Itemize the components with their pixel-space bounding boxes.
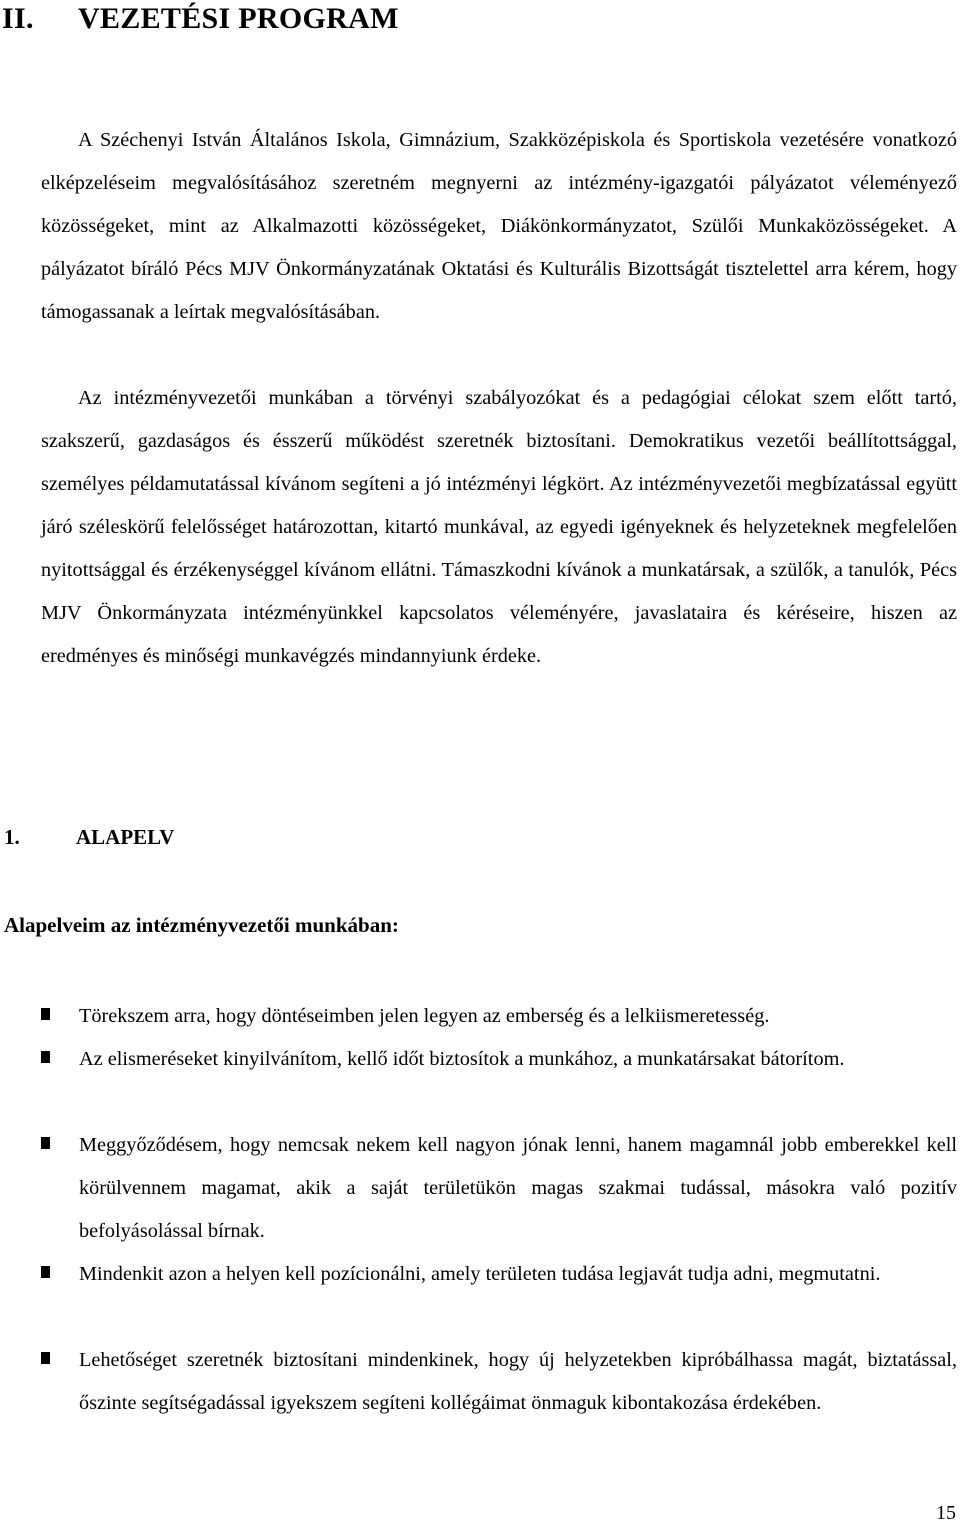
square-bullet-icon <box>41 1352 50 1364</box>
section-heading <box>4 825 174 850</box>
square-bullet-icon <box>41 1137 50 1149</box>
list-item-text: Mindenkit azon a helyen kell pozícionálni, amely területen tudása legjavát tudja adni, megmutatni. <box>79 1263 881 1285</box>
page-number: 15 <box>936 1502 956 1524</box>
chapter-number: II. <box>2 2 34 35</box>
intro-paragraph-1: A Széchenyi István Általános Iskola, Gimnázium, Szakközépiskola és Sportiskola vezetésére vonatkozó elképzeléseim megvalósításához szeretném megnyerni az intézmény-igazgatói pályázatot véleményező közösségeket, mint az Alkalmazotti közösségeket, Diákönkormányzatot, Szülői Munkaközösségeket. A pályázatot bíráló Pécs MJV Önkormányzatának Oktatási és Kulturális Bizottságát tisztelettel arra kérem, hogy támogassanak a leírtak megvalósításában. <box>41 129 957 323</box>
list-item-text: Meggyőződésem, hogy nemcsak nekem kell nagyon jónak lenni, hanem magamnál jobb emberekkel kell körülvennem magamat, akik a saját területükön magas szakmai tudással, másokra való pozitív befolyásolással bírnak. <box>79 1134 957 1242</box>
list-item-text: Törekszem arra, hogy döntéseimben jelen legyen az emberség és a lelkiismeretesség. <box>79 1005 770 1027</box>
intro-paragraph-2: Az intézményvezetői munkában a törvényi szabályozókat és a pedagógiai célokat szem előtt tartó, szakszerű, gazdaságos és ésszerű működést szeretnék biztosítani. Demokratikus vezetői beállítottsággal, személyes példamutatással kívánom segíteni a jó intézményi légkört. Az intézményvezetői megbízatással együtt járó széleskörű felelősséget határozottan, kitartó munkával, az egyedi igényeknek és helyzeteknek megfelelően nyitottsággal és érzékenységgel kívánom ellátni. Támaszkodni kívánok a munkatársak, a szülők, a tanulók, Pécs MJV Önkormányzata intézményünkkel kapcsolatos véleményére, javaslataira és kéréseire, hiszen az eredményes és minőségi munkavégzés mindannyiunk érdeke. <box>41 387 957 667</box>
list-item-text: Lehetőséget szeretnék biztosítani mindenkinek, hogy új helyzetekben kipróbálhassa magát, biztatással, őszinte segítségadással igyekszem segíteni kollégáimat önmaguk kibontakozása érdekében. <box>79 1349 957 1414</box>
chapter-title <box>2 2 399 36</box>
list-item-text: Az elismeréseket kinyilvánítom, kellő időt biztosítok a munkához, a munkatársakat bátorítom. <box>79 1048 845 1070</box>
section-title: ALAPELV <box>76 825 175 849</box>
section-number: 1. <box>4 825 20 849</box>
square-bullet-icon <box>41 1008 50 1020</box>
principles-subheading: Alapelveim az intézményvezetői munkában: <box>4 913 399 937</box>
square-bullet-icon <box>41 1266 50 1278</box>
square-bullet-icon <box>41 1051 50 1063</box>
chapter-title-text: VEZETÉSI PROGRAM <box>78 2 399 35</box>
